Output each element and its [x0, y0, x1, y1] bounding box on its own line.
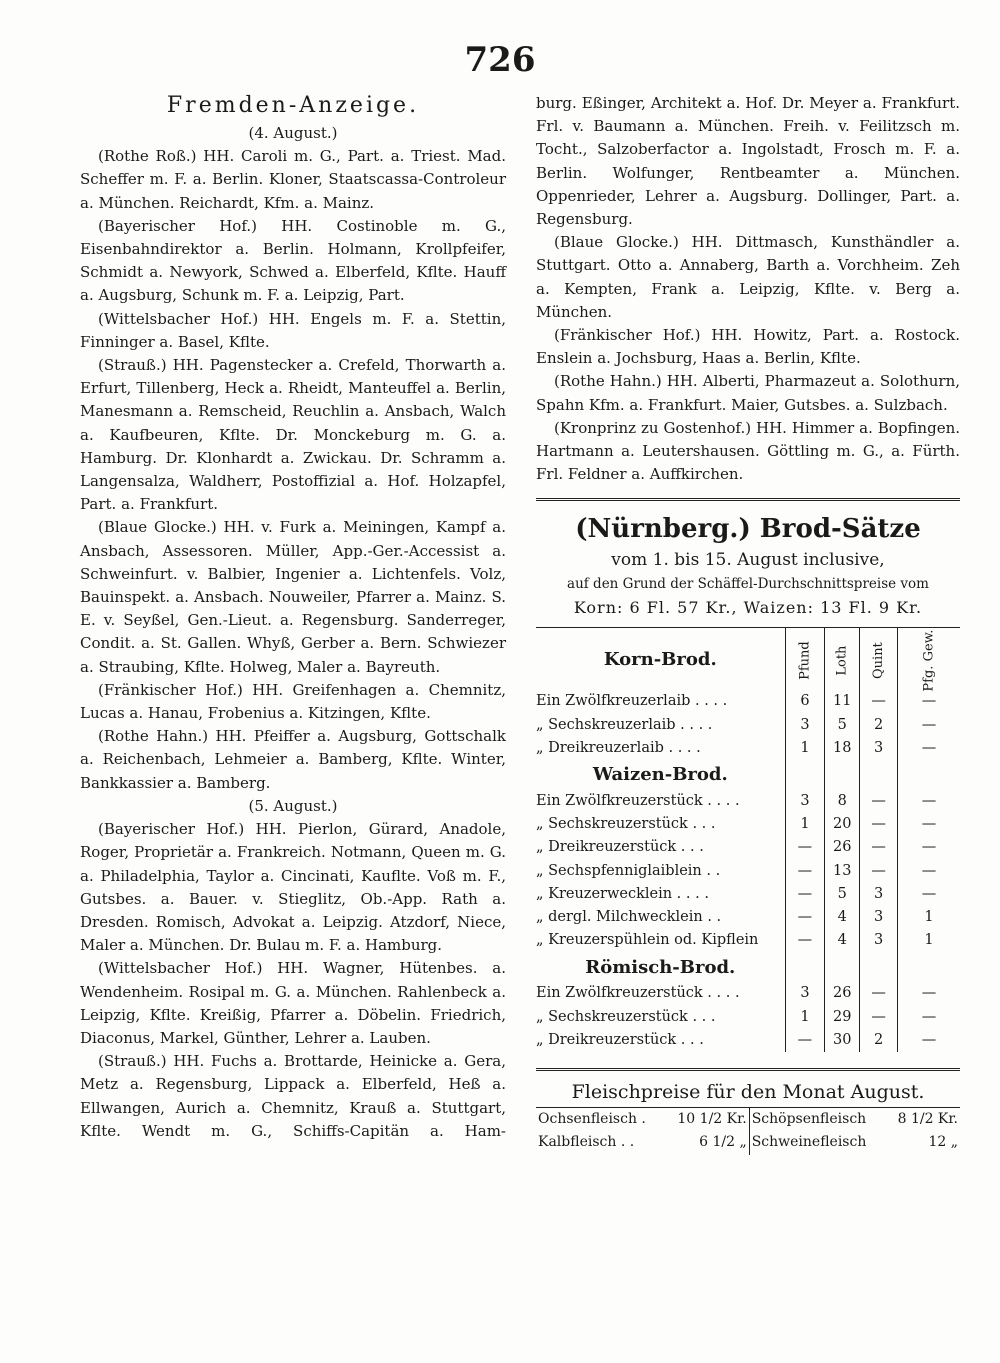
- date-heading-aug5: (5. August.): [248, 796, 338, 815]
- table-row: „ Sechskreuzerstück . . . 1 29 — —: [536, 1006, 960, 1029]
- brod-saetze-title: (Nürnberg.) Brod-Sätze: [575, 514, 921, 545]
- table-row: „ Sechskreuzerlaib . . . . 3 5 2 —: [536, 714, 960, 737]
- brod-basis: auf den Grund der Schäffel-Durchschnittspreise vom: [567, 576, 929, 593]
- entry-paragraph: (Rothe Roß.) HH. Caroli m. G., Part. a. Triest. Mad. Scheffer m. F. a. Berlin. Kloner, Staatscassa-Controleur a. München. Reichardt, Kfm. a. Mainz.: [80, 147, 506, 212]
- fleischpreise-title: Fleischpreise für den Monat August.: [536, 1077, 960, 1108]
- entry-paragraph: (Blaue Glocke.) HH. v. Furk a. Meiningen, Kampf a. Ansbach, Assessoren. Müller, App.-Ger.-Accessist a. Schweinfurt. v. Balbier, Ingenier a. Lichtenfels. Volz, Bauinspekt. a. Ansbach. Nouweiler, Pfarrer a. Mainz. S. E. v. Seyßel, Gen.-Lieut. a. Regensburg. Sanderreger, Condit. a. St. Gallen. Whyß, Gerber a. Bern. Schwiezer a. Straubing, Kflte. Holweg, Maler a. Bayreuth.: [80, 518, 506, 676]
- brod-table: [536, 627, 960, 1052]
- table-row: „ Dreikreuzerstück . . . — 26 — —: [536, 836, 960, 859]
- column-header: Pfg. Gew.: [898, 628, 960, 691]
- table-row: „ Sechspfenniglaiblein . . — 13 — —: [536, 860, 960, 883]
- entry-paragraph: (Rothe Hahn.) HH. Alberti, Pharmazeut a. Solothurn, Spahn Kfm. a. Frankfurt. Maier, Gutsbes. a. Sulzbach.: [536, 372, 960, 414]
- entry-paragraph: (Wittelsbacher Hof.) HH. Engels m. F. a. Stettin, Finninger a. Basel, Kflte.: [80, 309, 506, 351]
- group-title: Korn-Brod.: [603, 648, 717, 670]
- section-divider: [536, 1068, 960, 1071]
- table-row: Ochsenfleisch . 10 1/2 Kr. Schöpsenfleisch 8 1/2 Kr.: [536, 1108, 960, 1131]
- left-column: [80, 92, 506, 1143]
- entry-paragraph: (Blaue Glocke.) HH. Dittmasch, Kunsthändler a. Stuttgart. Otto a. Annaberg, Barth a. Vorchheim. Zeh a. Kempten, Frank a. Leipzig, Kflte. v. Berg a. München.: [536, 233, 960, 321]
- table-row: „ Kreuzerwecklein . . . . — 5 3 —: [536, 883, 960, 906]
- column-header: Quint: [860, 628, 898, 691]
- entry-paragraph: (Fränkischer Hof.) HH. Howitz, Part. a. Rostock. Enslein a. Jochsburg, Haas a. Berlin, Kflte.: [536, 326, 960, 368]
- entry-paragraph: (Bayerischer Hof.) HH. Costinoble m. G., Eisenbahndirektor a. Berlin. Holmann, Krollpfeifer, Schmidt a. Newyork, Schwed a. Elberfeld, Kflte. Hauff a. Augsburg, Schunk m. F. a. Leipzig, Part.: [80, 216, 506, 305]
- table-row: „ Kreuzerspühlein od. Kipflein — 4 3 1: [536, 929, 960, 952]
- entry-paragraph: (Strauß.) HH. Pagenstecker a. Crefeld, Thorwarth a. Erfurt, Tillenberg, Heck a. Rheidt, Manteuffel a. Berlin, Manesmann a. Remscheid, Reuchlin a. Ansbach, Walch a. Kaufbeuren, Kflte. Dr. Monckeburg m. G. a. Hamburg. Dr. Klonhardt a. Zwickau. Dr. Schramm a. Langensalza, Waldherr, Postoffizial a. Hof. Holzapfel, Part. a. Frankfurt.: [80, 356, 506, 514]
- column-header: Pfund: [785, 628, 825, 691]
- entry-paragraph: (Bayerischer Hof.) HH. Pierlon, Gürard, Anadole, Roger, Proprietär a. Frankreich. Notmann, Queen m. G. a. Philadelphia, Taylor a. Cincinati, Kauflte. Voß m. F., Gutsbes. a. Bauer. v. Stieglitz, Ob.-App. Rath a. Dresden. Romisch, Advokat a. Leipzig. Atzdorf, Niece, Maler a. München. Dr. Bulau m. F. a. Hamburg.: [80, 820, 506, 955]
- section-divider: [536, 498, 960, 501]
- table-row: Ein Zwölfkreuzerstück . . . . 3 8 — —: [536, 790, 960, 813]
- table-row: Kalbfleisch . . 6 1/2 „ Schweinefleisch 12 „: [536, 1131, 960, 1154]
- right-column: [536, 92, 960, 1155]
- table-row: Ein Zwölfkreuzerstück . . . . 3 26 — —: [536, 982, 960, 1005]
- group-title: Römisch-Brod.: [585, 956, 736, 978]
- entry-paragraph: (Strauß.) HH. Fuchs a. Brottarde, Heinicke a. Gera, Metz a. Regensburg, Lippack a. Elberfeld, Heß a. Ellwangen, Aurich a. Chemnitz, Krauß a. Stuttgart, Kflte. Wendt m. G., Schiffs-Capitän a. Ham-: [80, 1052, 506, 1140]
- fleisch-table: [536, 1108, 960, 1154]
- column-header: Loth: [825, 628, 860, 691]
- entry-paragraph: (Kronprinz zu Gostenhof.) HH. Himmer a. Bopfingen. Hartmann a. Leutershausen. Göttling m. G., a. Fürth. Frl. Feldner a. Auffkirchen.: [536, 418, 960, 484]
- entry-paragraph-continued: burg. Eßinger, Architekt a. Hof. Dr. Meyer a. Frankfurt. Frl. v. Baumann a. München. Freih. v. Feilitzsch m. Tocht., Salzoberfactor a. Ingolstadt, Frosch m. F. a. Berlin. Wolfunger, Rentbeamter a. München. Oppenrieder, Lehrer a. Augsburg. Dollinger, Part. a. Regensburg.: [536, 94, 960, 229]
- table-row: „ Dreikreuzerstück . . . — 30 2 —: [536, 1029, 960, 1052]
- table-row: „ Dreikreuzerlaib . . . . 1 18 3 —: [536, 737, 960, 760]
- date-heading-aug4: (4. August.): [248, 124, 338, 142]
- page-number: 726: [464, 40, 536, 80]
- group-title: Waizen-Brod.: [592, 764, 728, 786]
- table-row: Ein Zwölfkreuzerlaib . . . . 6 11 — —: [536, 690, 960, 713]
- grain-prices: Korn: 6 Fl. 57 Kr., Waizen: 13 Fl. 9 Kr.: [573, 598, 923, 618]
- fremden-anzeige-title: Fremden-Anzeige.: [166, 93, 420, 118]
- entry-paragraph: (Fränkischer Hof.) HH. Greifenhagen a. Chemnitz, Lucas a. Hanau, Frobenius a. Kitzingen, Kflte.: [80, 680, 506, 723]
- table-row: „ dergl. Milchwecklein . . — 4 3 1: [536, 906, 960, 929]
- entry-paragraph: (Rothe Hahn.) HH. Pfeiffer a. Augsburg, Gottschalk a. Reichenbach, Lehmeier a. Bamberg, Kflte. Winter, Bankkassier a. Bamberg.: [80, 727, 506, 792]
- entry-paragraph: (Wittelsbacher Hof.) HH. Wagner, Hütenbes. a. Wendenheim. Rosipal m. G. a. München. Rahlenbeck a. Leipzig, Kflte. Kreißig, Pfarrer a. Döbelin. Friedrich, Diaconus, Markel, Günther, Lehrer a. Lauben.: [80, 959, 506, 1047]
- table-row: „ Sechskreuzerstück . . . 1 20 — —: [536, 813, 960, 836]
- brod-period: vom 1. bis 15. August inclusive,: [611, 550, 885, 571]
